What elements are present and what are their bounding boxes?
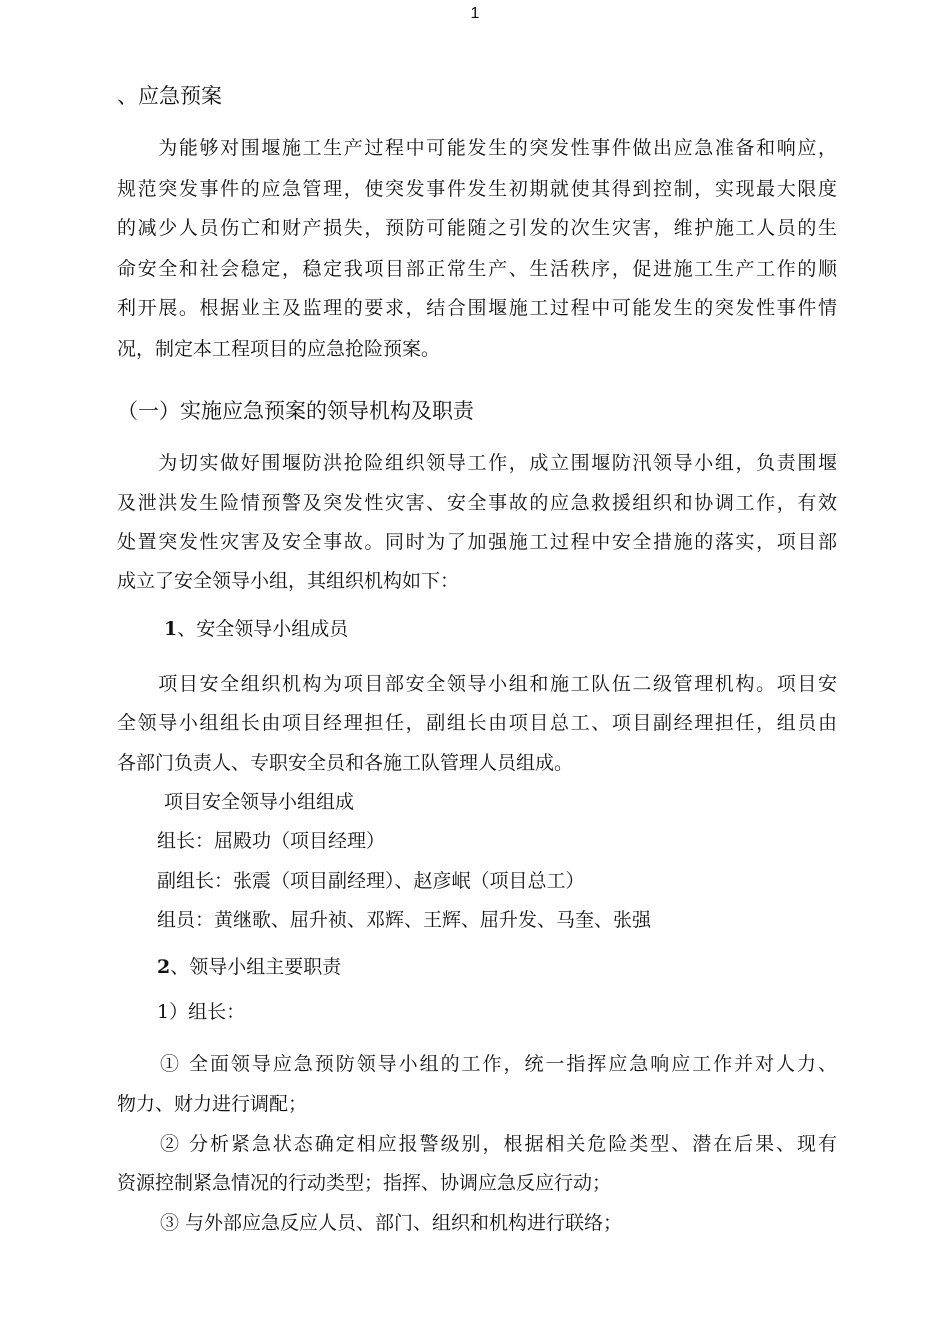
paragraph-line: 利开展。根据业主及监理的要求，结合围堰施工过程中可能发生的突发性事件情 xyxy=(117,297,837,319)
paragraph-line: 处置突发性灾害及安全事故。同时为了加强施工过程中安全措施的落实，项目部 xyxy=(117,531,837,553)
item-heading-1 xyxy=(164,617,884,641)
paragraph-line: 全领导小组组长由项目经理担任，副组长由项目总工、项目副经理担任，组员由 xyxy=(117,712,837,734)
paragraph-line: 况，制定本工程项目的应急抢险预案。 xyxy=(117,338,441,360)
paragraph-line: 及泄洪发生险情预警及突发性灾害、安全事故的应急救援组织和协调工作，有效 xyxy=(117,492,837,514)
paragraph-line: 的减少人员伤亡和财产损失，预防可能随之引发的次生灾害，维护施工人员的生 xyxy=(117,217,837,239)
page-number: 1 xyxy=(470,5,480,22)
item-number: 1 xyxy=(164,618,178,640)
paragraph-line: 成立了安全领导小组，其组织机构如下： xyxy=(117,570,460,592)
paragraph-line: 项目安全组织机构为项目部安全领导小组和施工队伍二级管理机构。项目安 xyxy=(117,673,837,695)
members-team: 组员：黄继歌、屈升祯、邓辉、王辉、屈升发、马奎、张强 xyxy=(157,909,652,931)
members-heading: 项目安全领导小组组成 xyxy=(164,791,355,813)
duty-line: ③ 与外部应急反应人员、部门、组织和机构进行联络； xyxy=(160,1212,623,1234)
paragraph-line: 规范突发事件的应急管理，使突发事件发生初期就使其得到控制，实现最大限度 xyxy=(117,178,837,200)
role-heading: 1）组长： xyxy=(157,1001,246,1023)
duty-line: 资源控制紧急情况的行动类型；指挥、协调应急反应行动； xyxy=(117,1172,612,1194)
duty-line: ① 全面领导应急预防领导小组的工作，统一指挥应急响应工作并对人力、 xyxy=(160,1053,837,1075)
paragraph-line: 各部门负责人、专职安全员和各施工队管理人员组成。 xyxy=(117,752,574,774)
subsection-title: （一）实施应急预案的领导机构及职责 xyxy=(117,399,474,423)
paragraph-line: 为切实做好围堰防洪抢险组织领导工作，成立围堰防汛领导小组，负责围堰 xyxy=(117,452,837,474)
item-heading-text: 、领导小组主要职责 xyxy=(170,956,342,978)
duty-line: ② 分析紧急状态确定相应报警级别，根据相关危险类型、潜在后果、现有 xyxy=(160,1133,837,1155)
duty-line: 物力、财力进行调配； xyxy=(117,1093,308,1115)
members-deputy: 副组长：张震（项目副经理）、赵彦岷（项目总工） xyxy=(157,870,585,892)
item-heading-text: 、安全领导小组成员 xyxy=(177,618,349,640)
paragraph-line: 命安全和社会稳定，稳定我项目部正常生产、生活秩序，促进施工生产工作的顺 xyxy=(117,258,837,280)
item-number: 2 xyxy=(157,956,171,978)
section-title: 、应急预案 xyxy=(117,84,222,108)
item-heading-2 xyxy=(157,955,877,979)
members-leader: 组长：屈殿功（项目经理） xyxy=(157,830,386,852)
paragraph-line: 为能够对围堰施工生产过程中可能发生的突发性事件做出应急准备和响应， xyxy=(117,137,837,159)
